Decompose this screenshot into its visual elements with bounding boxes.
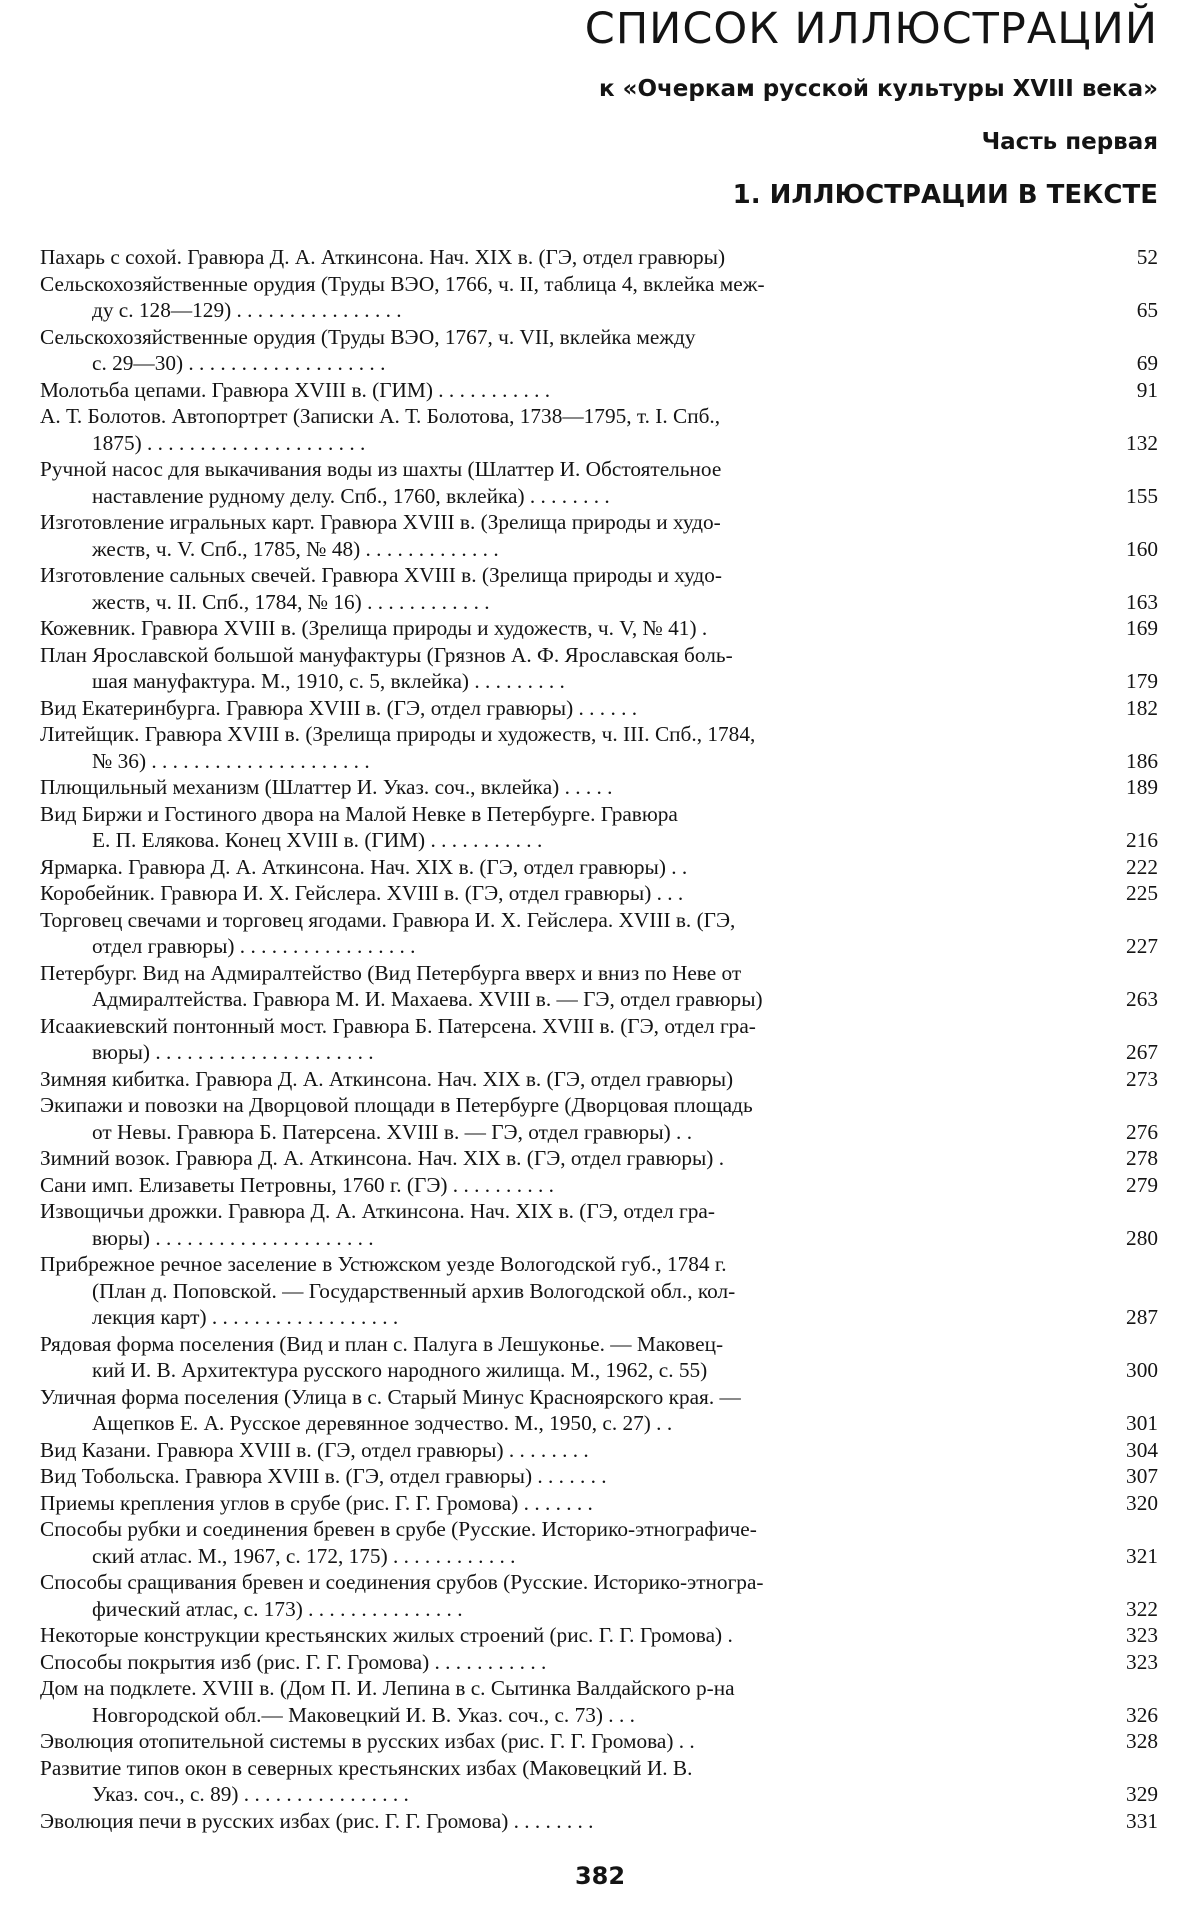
entry-page-number: 278: [1126, 1146, 1158, 1170]
list-item: [40, 1145, 1158, 1172]
entry-line: наставление рудному делу. Спб., 1760, вклейка) . . . . . . . .: [92, 483, 610, 508]
list-item: [40, 801, 1158, 854]
entry-page-number: 326: [1126, 1702, 1158, 1727]
entry-text: [40, 1066, 1158, 1093]
entry-line: Плющильный механизм (Шлаттер И. Указ. соч., вклейка) . . . . .: [40, 775, 613, 799]
entry-line: Экипажи и повозки на Дворцовой площади в Петербурге (Дворцовая площадь: [40, 1093, 753, 1117]
entry-page-number: 227: [1126, 934, 1158, 958]
entry-page-number: 301: [1126, 1411, 1158, 1435]
entry-page-number: 186: [1126, 748, 1158, 773]
part-heading: Часть первая: [981, 129, 1158, 155]
entry-text: [40, 1172, 1158, 1199]
list-item: [40, 271, 1158, 324]
entry-text: [40, 880, 1158, 907]
entry-text: [40, 642, 1158, 695]
list-item: [40, 1198, 1158, 1251]
entry-page-number: 328: [1126, 1729, 1158, 1753]
list-item: [40, 1569, 1158, 1622]
entry-text: [40, 1728, 1158, 1755]
entry-line: Приемы крепления углов в срубе (рис. Г. Г. Громова) . . . . . . .: [40, 1490, 593, 1515]
entry-page-number: 52: [1136, 245, 1158, 269]
entry-line: Изготовление сальных свечей. Гравюра XVIII в. (Зрелища природы и худо-: [40, 563, 722, 587]
entry-line: Прибрежное речное заселение в Устюжском уезде Вологодской губ., 1784 г.: [40, 1252, 727, 1276]
entry-page-number: 321: [1126, 1543, 1158, 1568]
list-item: [40, 1516, 1158, 1569]
entry-line: Зимняя кибитка. Гравюра Д. А. Аткинсона. Нач. XIX в. (ГЭ, отдел гравюры): [40, 1066, 734, 1091]
list-item: [40, 1490, 1158, 1517]
entry-page-number: 163: [1126, 589, 1158, 614]
page-subtitle: к «Очеркам русской культуры XVIII века»: [598, 76, 1158, 102]
entry-page-number: 304: [1126, 1437, 1158, 1462]
entry-text: [40, 1437, 1158, 1464]
list-item: [40, 562, 1158, 615]
entry-line: вюры) . . . . . . . . . . . . . . . . . . . . .: [92, 1225, 374, 1250]
entry-line: Адмиралтейства. Гравюра М. И. Махаева. XVIII в. — ГЭ, отдел гравюры): [92, 987, 763, 1011]
entry-line: вюры) . . . . . . . . . . . . . . . . . . . . .: [92, 1040, 374, 1064]
entry-line: Петербург. Вид на Адмиралтейство (Вид Петербурга вверх и вниз по Неве от: [40, 960, 742, 985]
entry-line: с. 29—30) . . . . . . . . . . . . . . . . . . .: [92, 351, 386, 375]
entry-line: План Ярославской большой мануфактуры (Грязнов А. Ф. Ярославская боль-: [40, 642, 733, 667]
entry-line: Коробейник. Гравюра И. Х. Гейслера. XVIII в. (ГЭ, отдел гравюры) . . .: [40, 881, 684, 905]
list-item: [40, 1463, 1158, 1490]
entry-text: [40, 1384, 1158, 1437]
list-item: [40, 1331, 1158, 1384]
list-item: [40, 456, 1158, 509]
entry-line: Вид Екатеринбурга. Гравюра XVIII в. (ГЭ, отдел гравюры) . . . . . .: [40, 695, 638, 720]
entry-line: Литейщик. Гравюра XVIII в. (Зрелища природы и художеств, ч. III. Спб., 1784,: [40, 722, 756, 746]
entry-page-number: 179: [1126, 669, 1158, 693]
entry-page-number: 169: [1126, 616, 1158, 640]
entry-text: [40, 1463, 1158, 1490]
entry-page-number: 331: [1126, 1808, 1158, 1833]
entry-page-number: 320: [1126, 1490, 1158, 1515]
list-item: [40, 774, 1158, 801]
section-heading: 1. ИЛЛЮСТРАЦИИ В ТЕКСТЕ: [732, 180, 1158, 210]
list-item: [40, 960, 1158, 1013]
entry-line: фический атлас, с. 173) . . . . . . . . . . . . . . .: [92, 1596, 463, 1621]
entry-page-number: 65: [1136, 298, 1158, 322]
entry-line: шая мануфактура. М., 1910, с. 5, вклейка) . . . . . . . . .: [92, 669, 565, 693]
entry-text: [40, 1569, 1158, 1622]
entry-line: Рядовая форма поселения (Вид и план с. Палуга в Лешуконье. — Маковец-: [40, 1331, 724, 1356]
entry-line: Ярмарка. Гравюра Д. А. Аткинсона. Нач. XIX в. (ГЭ, отдел гравюры) . .: [40, 854, 688, 879]
entry-page-number: 267: [1126, 1040, 1158, 1064]
entry-text: [40, 562, 1158, 615]
entry-line: Кожевник. Гравюра XVIII в. (Зрелища природы и художеств, ч. V, № 41) .: [40, 616, 708, 640]
entry-line: Указ. соч., с. 89) . . . . . . . . . . . . . . . .: [92, 1782, 409, 1806]
entry-line: Е. П. Елякова. Конец XVIII в. (ГИМ) . . . . . . . . . . .: [92, 828, 543, 852]
list-item: [40, 721, 1158, 774]
entry-text: [40, 1808, 1158, 1835]
entry-line: ский атлас. М., 1967, с. 172, 175) . . . . . . . . . . . .: [92, 1543, 516, 1568]
entry-line: Вид Биржи и Гостиного двора на Малой Невке в Петербурге. Гравюра: [40, 801, 678, 826]
list-item: [40, 1755, 1158, 1808]
list-item: [40, 1649, 1158, 1676]
entry-line: Зимний возок. Гравюра Д. А. Аткинсона. Нач. XIX в. (ГЭ, отдел гравюры) .: [40, 1146, 725, 1170]
entry-line: лекция карт) . . . . . . . . . . . . . . . . . .: [92, 1305, 399, 1329]
list-item: [40, 1066, 1158, 1093]
entry-text: [40, 1092, 1158, 1145]
list-item: [40, 403, 1158, 456]
entry-page-number: 263: [1126, 987, 1158, 1011]
entry-text: [40, 1251, 1158, 1331]
entry-page-number: 69: [1136, 351, 1158, 375]
list-item: [40, 1728, 1158, 1755]
entry-page-number: 216: [1126, 828, 1158, 852]
entry-line: отдел гравюры) . . . . . . . . . . . . . . . . .: [92, 934, 416, 958]
entry-line: 1875) . . . . . . . . . . . . . . . . . . . . .: [92, 430, 366, 455]
entry-text: [40, 1331, 1158, 1384]
entry-line: Эволюция отопительной системы в русских избах (рис. Г. Г. Громова) . .: [40, 1729, 695, 1753]
entry-line: Дом на подклете. XVIII в. (Дом П. И. Лепина в с. Сытинка Валдайского р-на: [40, 1676, 735, 1700]
list-item: [40, 1808, 1158, 1835]
entry-text: [40, 1622, 1158, 1649]
entry-line: Молотьба цепами. Гравюра XVIII в. (ГИМ) . . . . . . . . . . .: [40, 377, 551, 402]
entry-page-number: 189: [1126, 775, 1158, 799]
entry-line: Торговец свечами и торговец ягодами. Гравюра И. Х. Гейслера. XVIII в. (ГЭ,: [40, 907, 736, 932]
entry-text: [40, 1013, 1158, 1066]
entry-text: [40, 695, 1158, 722]
entry-line: Некоторые конструкции крестьянских жилых строений (рис. Г. Г. Громова) .: [40, 1623, 733, 1647]
list-item: [40, 1622, 1158, 1649]
entry-line: ду с. 128—129) . . . . . . . . . . . . . . . .: [92, 298, 402, 322]
list-item: [40, 1384, 1158, 1437]
entry-page-number: 300: [1126, 1358, 1158, 1382]
list-item: [40, 1172, 1158, 1199]
entry-page-number: 222: [1126, 854, 1158, 879]
list-item: [40, 642, 1158, 695]
list-item: [40, 615, 1158, 642]
entry-line: Сани имп. Елизаветы Петровны, 1760 г. (ГЭ) . . . . . . . . . .: [40, 1172, 554, 1197]
entry-line: Эволюция печи в русских избах (рис. Г. Г. Громова) . . . . . . . .: [40, 1808, 594, 1833]
entry-line: Ащепков Е. А. Русское деревянное зодчество. М., 1950, с. 27) . .: [92, 1411, 673, 1435]
list-item: [40, 695, 1158, 722]
entry-text: [40, 509, 1158, 562]
list-item: [40, 1013, 1158, 1066]
entry-text: [40, 801, 1158, 854]
entry-page-number: 273: [1126, 1066, 1158, 1091]
entry-page-number: 132: [1126, 430, 1158, 455]
entry-line: Изготовление игральных карт. Гравюра XVIII в. (Зрелища природы и худо-: [40, 510, 721, 534]
entry-line: Новгородской обл.— Маковецкий И. В. Указ. соч., с. 73) . . .: [92, 1702, 635, 1727]
entry-text: [40, 403, 1158, 456]
entry-line: Способы покрытия изб (рис. Г. Г. Громова) . . . . . . . . . . .: [40, 1649, 547, 1674]
entry-page-number: 323: [1126, 1623, 1158, 1647]
entry-text: [40, 1516, 1158, 1569]
entry-page-number: 279: [1126, 1172, 1158, 1197]
entry-page-number: 91: [1136, 377, 1158, 402]
entry-line: Ручной насос для выкачивания воды из шахты (Шлаттер И. Обстоятельное: [40, 457, 722, 481]
entry-line: Вид Тобольска. Гравюра XVIII в. (ГЭ, отдел гравюры) . . . . . . .: [40, 1464, 607, 1488]
entry-text: [40, 1490, 1158, 1517]
list-item: [40, 509, 1158, 562]
list-item: [40, 880, 1158, 907]
entry-text: [40, 1755, 1158, 1808]
entry-text: [40, 774, 1158, 801]
entry-line: (План д. Поповской. — Государственный архив Вологодской обл., кол-: [92, 1278, 736, 1303]
entry-page-number: 276: [1126, 1119, 1158, 1144]
entry-text: [40, 456, 1158, 509]
list-item: [40, 854, 1158, 881]
entry-text: [40, 1649, 1158, 1676]
entry-text: [40, 960, 1158, 1013]
entry-line: кий И. В. Архитектура русского народного жилища. М., 1962, с. 55): [92, 1358, 708, 1382]
list-item: [40, 244, 1158, 271]
entry-page-number: 323: [1126, 1649, 1158, 1674]
entry-page-number: 287: [1126, 1305, 1158, 1329]
illustrations-list: [40, 244, 1158, 1834]
entry-text: [40, 377, 1158, 404]
list-item: [40, 324, 1158, 377]
entry-text: [40, 615, 1158, 642]
entry-line: Способы рубки и соединения бревен в срубе (Русские. Историко-этнографиче-: [40, 1517, 757, 1541]
entry-text: [40, 244, 1158, 271]
entry-page-number: 307: [1126, 1464, 1158, 1488]
entry-page-number: 182: [1126, 695, 1158, 720]
entry-text: [40, 721, 1158, 774]
entry-line: Сельскохозяйственные орудия (Труды ВЭО, 1767, ч. VII, вклейка между: [40, 324, 696, 349]
entry-text: [40, 1675, 1158, 1728]
entry-line: Извощичьи дрожки. Гравюра Д. А. Аткинсона. Нач. XIX в. (ГЭ, отдел гра-: [40, 1199, 715, 1223]
list-item: [40, 1092, 1158, 1145]
list-item: [40, 1675, 1158, 1728]
entry-line: Вид Казани. Гравюра XVIII в. (ГЭ, отдел гравюры) . . . . . . . .: [40, 1437, 589, 1462]
entry-line: жеств, ч. V. Спб., 1785, № 48) . . . . . . . . . . . . .: [92, 536, 499, 561]
list-item: [40, 377, 1158, 404]
entry-line: Способы сращивания бревен и соединения срубов (Русские. Историко-этногра-: [40, 1570, 764, 1594]
entry-text: [40, 1145, 1158, 1172]
entry-line: от Невы. Гравюра Б. Патерсена. XVIII в. — ГЭ, отдел гравюры) . .: [92, 1119, 693, 1144]
page-title: СПИСОК ИЛЛЮСТРАЦИЙ: [584, 4, 1158, 54]
list-item: [40, 907, 1158, 960]
entry-line: жеств, ч. II. Спб., 1784, № 16) . . . . . . . . . . . .: [92, 589, 490, 614]
entry-line: Развитие типов окон в северных крестьянских избах (Маковецкий И. В.: [40, 1755, 693, 1780]
entry-line: Пахарь с сохой. Гравюра Д. А. Аткинсона. Нач. XIX в. (ГЭ, отдел гравюры): [40, 245, 726, 269]
entry-line: Исаакиевский понтонный мост. Гравюра Б. Патерсена. XVIII в. (ГЭ, отдел гра-: [40, 1013, 756, 1038]
entry-line: Сельскохозяйственные орудия (Труды ВЭО, 1766, ч. II, таблица 4, вклейка меж-: [40, 271, 765, 296]
entry-text: [40, 1198, 1158, 1251]
entry-page-number: 280: [1126, 1225, 1158, 1250]
entry-line: № 36) . . . . . . . . . . . . . . . . . . . . .: [92, 748, 370, 773]
list-item: [40, 1437, 1158, 1464]
entry-line: А. Т. Болотов. Автопортрет (Записки А. Т. Болотова, 1738—1795, т. I. Спб.,: [40, 404, 721, 428]
entry-page-number: 329: [1126, 1782, 1158, 1806]
page-number: 382: [574, 1862, 626, 1890]
list-item: [40, 1251, 1158, 1331]
entry-text: [40, 271, 1158, 324]
entry-page-number: 160: [1126, 536, 1158, 561]
entry-page-number: 322: [1126, 1596, 1158, 1621]
entry-text: [40, 324, 1158, 377]
entry-page-number: 155: [1126, 483, 1158, 508]
entry-text: [40, 854, 1158, 881]
entry-page-number: 225: [1126, 881, 1158, 905]
entry-line: Уличная форма поселения (Улица в с. Старый Минус Красноярского края. —: [40, 1384, 741, 1409]
entry-text: [40, 907, 1158, 960]
